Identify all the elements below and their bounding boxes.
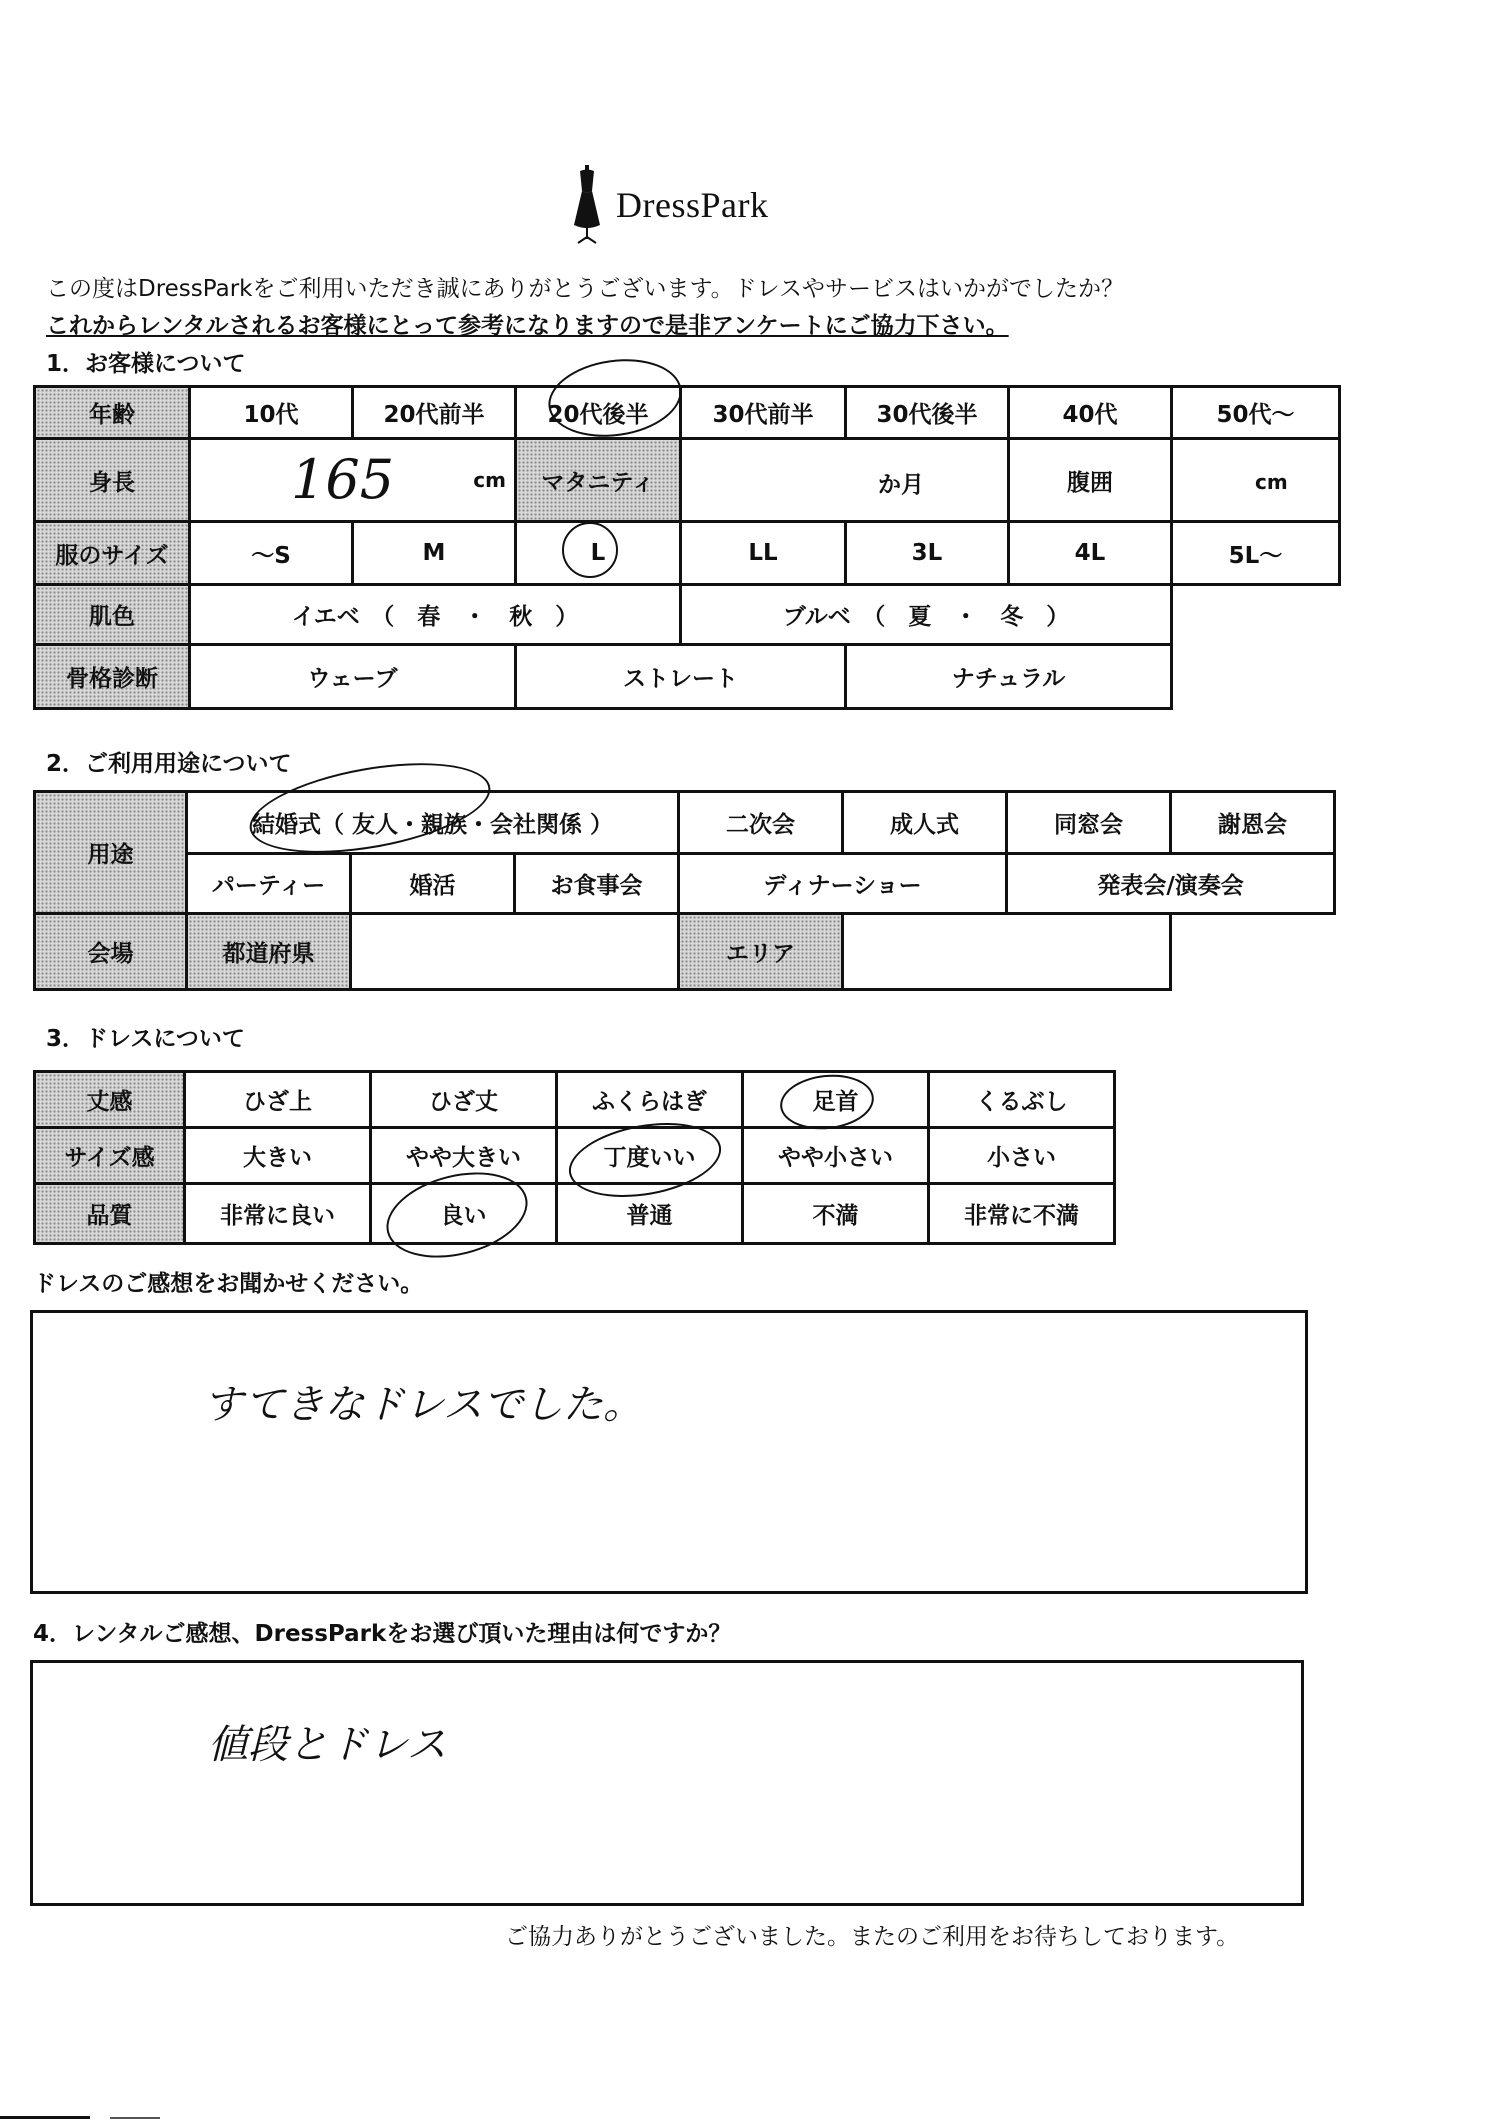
brand-name: DressPark	[616, 185, 769, 225]
area-field[interactable]	[843, 914, 1171, 990]
section-2-title: 2．ご利用用途について	[46, 751, 292, 777]
usage-option[interactable]: 同窓会	[1007, 792, 1171, 854]
age-option[interactable]: 40代	[1009, 387, 1172, 439]
frame-option[interactable]: ナチュラル	[846, 645, 1172, 709]
length-option-selected[interactable]: 足首	[743, 1072, 929, 1128]
usage-option[interactable]: お食事会	[515, 854, 679, 914]
age-option-selected[interactable]: 20代後半	[516, 387, 681, 439]
venue-row	[35, 914, 1335, 990]
usage-option[interactable]: 婚活	[351, 854, 515, 914]
usage-row-1	[35, 792, 1335, 854]
intro-line-1: この度はDressParkをご利用いただき誠にありがとうございます。ドレスやサービスはいかがでしたか？	[46, 276, 1124, 302]
usage-option[interactable]: 成人式	[843, 792, 1007, 854]
dress-table	[33, 1070, 1116, 1245]
fit-option[interactable]: 小さい	[929, 1128, 1115, 1184]
fit-row	[35, 1128, 1115, 1184]
usage-option[interactable]: 二次会	[679, 792, 843, 854]
waist-label: 腹囲	[1009, 439, 1172, 522]
frame-option[interactable]: ウェーブ	[190, 645, 516, 709]
yellow-base-option[interactable]: イエベ （ 春 ・ 秋 ）	[190, 585, 681, 645]
fit-option[interactable]: やや小さい	[743, 1128, 929, 1184]
usage-row-2	[35, 854, 1335, 914]
height-label: 身長	[35, 439, 190, 522]
impression-prompt: ドレスのご感想をお聞かせください。	[33, 1271, 424, 1297]
length-option[interactable]: ひざ丈	[371, 1072, 557, 1128]
age-option[interactable]: 50代～	[1172, 387, 1340, 439]
usage-option-selected[interactable]: 結婚式（ 友人・親族・会社関係 ）	[187, 792, 679, 854]
quality-option[interactable]: 非常に不満	[929, 1184, 1115, 1244]
size-option[interactable]: LL	[681, 522, 846, 585]
size-option[interactable]: M	[353, 522, 516, 585]
waist-field[interactable]	[1172, 439, 1340, 522]
height-field[interactable]	[190, 439, 516, 522]
maternity-label: マタニティ	[516, 439, 681, 522]
usage-option[interactable]: 発表会/演奏会	[1007, 854, 1335, 914]
section-1-title: 1．お客様について	[46, 351, 246, 377]
section-3-title: 3．ドレスについて	[46, 1026, 245, 1052]
reason-box[interactable]	[30, 1660, 1304, 1906]
scan-mark	[110, 2117, 160, 2119]
customer-table	[33, 385, 1341, 710]
quality-option[interactable]: 非常に良い	[185, 1184, 371, 1244]
age-option[interactable]: 30代前半	[681, 387, 846, 439]
brand-logo	[570, 160, 768, 250]
frame-option[interactable]: ストレート	[516, 645, 846, 709]
age-option[interactable]: 20代前半	[353, 387, 516, 439]
quality-row	[35, 1184, 1115, 1244]
skin-label: 肌色	[35, 585, 190, 645]
length-option[interactable]: ひざ上	[185, 1072, 371, 1128]
length-label: 丈感	[35, 1072, 185, 1128]
quality-option[interactable]: 普通	[557, 1184, 743, 1244]
age-option[interactable]: 30代後半	[846, 387, 1009, 439]
quality-option[interactable]: 不満	[743, 1184, 929, 1244]
skin-row	[35, 585, 1340, 645]
area-label: エリア	[679, 914, 843, 990]
size-option[interactable]: 5L～	[1172, 522, 1340, 585]
impression-answer: すてきなドレスでした。	[203, 1382, 643, 1428]
usage-label: 用途	[35, 792, 187, 914]
fit-label: サイズ感	[35, 1128, 185, 1184]
length-option[interactable]: くるぶし	[929, 1072, 1115, 1128]
intro-line-2: これからレンタルされるお客様にとって参考になりますので是非アンケートにご協力下さい。	[46, 313, 1009, 339]
age-option[interactable]: 10代	[190, 387, 353, 439]
size-option[interactable]: 4L	[1009, 522, 1172, 585]
height-row	[35, 439, 1340, 522]
months-label: か月	[878, 472, 924, 498]
impression-box[interactable]	[30, 1310, 1308, 1594]
age-row	[35, 387, 1340, 439]
size-option-selected[interactable]: L	[516, 522, 681, 585]
section-4-title: 4．レンタルご感想、DressParkをお選び頂いた理由は何ですか？	[33, 1621, 732, 1647]
usage-option[interactable]: パーティー	[187, 854, 351, 914]
prefecture-label: 都道府県	[187, 914, 351, 990]
frame-row	[35, 645, 1340, 709]
quality-label: 品質	[35, 1184, 185, 1244]
usage-option[interactable]: 謝恩会	[1171, 792, 1335, 854]
quality-option-selected[interactable]: 良い	[371, 1184, 557, 1244]
length-row	[35, 1072, 1115, 1128]
closing-message: ご協力ありがとうございました。またのご利用をお待ちしております。	[505, 1924, 1240, 1950]
waist-unit: cm	[1255, 470, 1288, 494]
scan-mark	[0, 2116, 90, 2119]
fit-option[interactable]: 大きい	[185, 1128, 371, 1184]
fit-option-selected[interactable]: 丁度いい	[557, 1128, 743, 1184]
dress-form-icon	[570, 163, 604, 247]
fit-option[interactable]: やや大きい	[371, 1128, 557, 1184]
size-option[interactable]: 3L	[846, 522, 1009, 585]
age-label: 年齢	[35, 387, 190, 439]
usage-option[interactable]: ディナーショー	[679, 854, 1007, 914]
blue-base-option[interactable]: ブルベ （ 夏 ・ 冬 ）	[681, 585, 1172, 645]
height-unit: cm	[473, 468, 506, 492]
frame-label: 骨格診断	[35, 645, 190, 709]
length-option[interactable]: ふくらはぎ	[557, 1072, 743, 1128]
reason-answer: 値段とドレス	[208, 1722, 447, 1768]
usage-table	[33, 790, 1336, 991]
size-option[interactable]: ～S	[190, 522, 353, 585]
maternity-months-field[interactable]	[681, 439, 1009, 522]
prefecture-field[interactable]	[351, 914, 679, 990]
height-value: 165	[291, 448, 395, 511]
size-label: 服のサイズ	[35, 522, 190, 585]
venue-label: 会場	[35, 914, 187, 990]
size-row	[35, 522, 1340, 585]
